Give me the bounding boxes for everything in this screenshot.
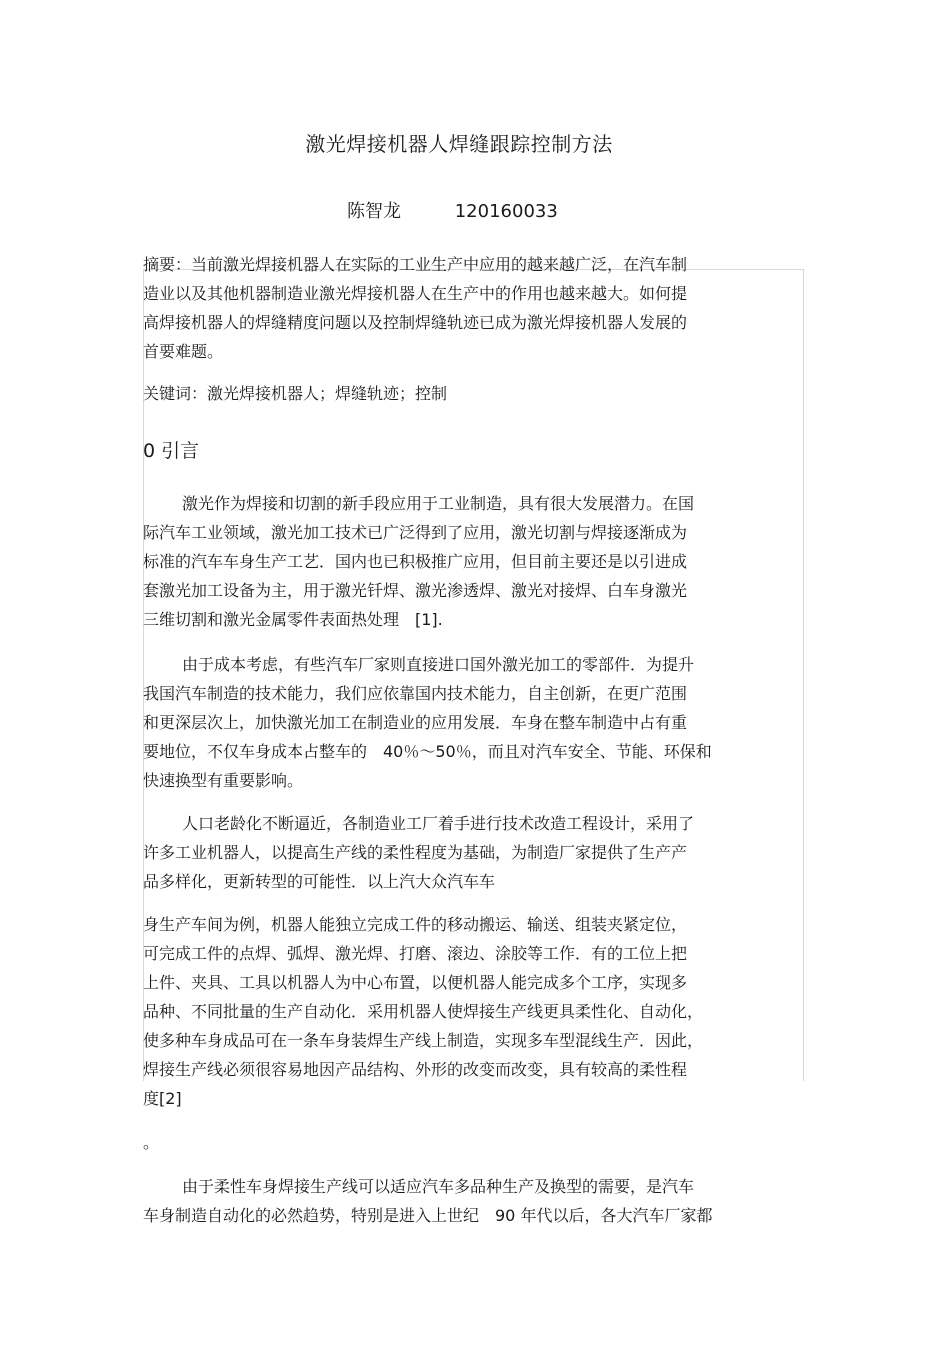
paragraph-line: 度[2] <box>143 1089 182 1108</box>
abstract-line: 摘要：当前激光焊接机器人在实际的工业生产中应用的越来越广泛，在汽车制 <box>143 255 688 274</box>
paragraph-line: 人口老龄化不断逼近，各制造业工厂着手进行技术改造工程设计，采用了 <box>182 814 695 833</box>
paragraph-1 <box>143 489 694 634</box>
paragraph-line: 车身制造自动化的必然趋势，特别是进入上世纪 90 年代以后，各大汽车厂家都 <box>143 1206 713 1225</box>
frame-border-right <box>803 269 804 1081</box>
paragraph-line: 使多种车身成品可在一条车身装焊生产线上制造，实现多车型混线生产．因此， <box>143 1031 704 1050</box>
paragraph-3 <box>143 809 694 896</box>
author-id: 120160033 <box>454 201 558 222</box>
paragraph-line: 品种、不同批量的生产自动化．采用机器人使焊接生产线更具柔性化、自动化， <box>143 1002 704 1021</box>
paragraph-line: 和更深层次上，加快激光加工在制造业的应用发展．车身在整车制造中占有重 <box>143 713 688 732</box>
paper-title: 激光焊接机器人焊缝跟踪控制方法 <box>305 132 613 156</box>
section-heading: 0 引言 <box>143 440 200 462</box>
paragraph-line: 三维切割和激光金属零件表面热处理 [1]. <box>143 610 443 629</box>
abstract-line: 高焊接机器人的焊缝精度问题以及控制焊缝轨迹已成为激光焊接机器人发展的 <box>143 313 688 332</box>
paragraph-line: 由于成本考虑，有些汽车厂家则直接进口国外激光加工的零部件．为提升 <box>182 655 695 674</box>
paragraph-2 <box>143 650 712 795</box>
abstract-line: 造业以及其他机器制造业激光焊接机器人在生产中的作用也越来越大。如何提 <box>143 284 688 303</box>
paragraph-line: 身生产车间为例，机器人能独立完成工件的移动搬运、输送、组装夹紧定位， <box>143 915 688 934</box>
paragraph-line: 焊接生产线必须很容易地因产品结构、外形的改变而改变，具有较高的柔性程 <box>143 1060 688 1079</box>
paragraph-line: 要地位，不仅车身成本占整车的 40％～50％，而且对汽车安全、节能、环保和 <box>143 742 712 761</box>
paragraph-line: 许多工业机器人，以提高生产线的柔性程度为基础，为制造厂家提供了生产产 <box>143 843 688 862</box>
paragraph-line: 快速换型有重要影响。 <box>143 771 304 790</box>
paragraph-line: 激光作为焊接和切割的新手段应用于工业制造，具有很大发展潜力。在国 <box>182 494 695 513</box>
paragraph-line: 际汽车工业领域，激光加工技术已广泛得到了应用，激光切割与焊接逐渐成为 <box>143 523 688 542</box>
paragraph-line: 标准的汽车车身生产工艺．国内也已积极推广应用，但目前主要还是以引进成 <box>143 552 688 571</box>
paragraph-4 <box>143 910 703 1113</box>
author-name: 陈智龙 <box>347 201 401 222</box>
paragraph-line: 套激光加工设备为主，用于激光钎焊、激光渗透焊、激光对接焊、白车身激光 <box>143 581 688 600</box>
paragraph-line: 。 <box>143 1133 160 1152</box>
abstract-line: 首要难题。 <box>143 342 224 361</box>
paragraph-line: 品多样化，更新转型的可能性．以上汽大众汽车车 <box>143 872 496 891</box>
paragraph-line: 我国汽车制造的技术能力，我们应依靠国内技术能力，自主创新，在更广范围 <box>143 684 688 703</box>
keywords: 关键词：激光焊接机器人；焊缝轨迹；控制 <box>143 384 448 403</box>
paragraph-line: 由于柔性车身焊接生产线可以适应汽车多品种生产及换型的需要，是汽车 <box>182 1177 695 1196</box>
paragraph-5 <box>143 1128 159 1157</box>
abstract <box>143 250 687 366</box>
paragraph-line: 可完成工件的点焊、弧焊、激光焊、打磨、滚边、涂胶等工作．有的工位上把 <box>143 944 688 963</box>
paragraph-line: 上件、夹具、工具以机器人为中心布置，以便机器人能完成多个工序，实现多 <box>143 973 688 992</box>
author-line <box>347 197 558 223</box>
paragraph-6 <box>143 1172 712 1230</box>
